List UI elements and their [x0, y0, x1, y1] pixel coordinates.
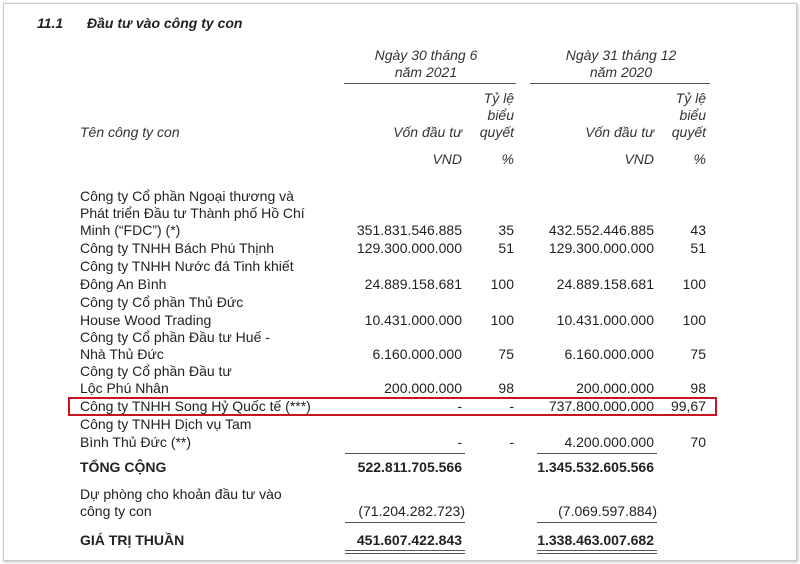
row-name-line: Công ty Cổ phần Ngoại thương và: [80, 188, 294, 204]
row-pct2020: 75: [690, 346, 706, 362]
row-name-line: Công ty Cổ phần Thủ Đức: [80, 294, 244, 310]
unit-pct-1: %: [501, 151, 514, 167]
row-inv2021: 10.431.000.000: [364, 312, 462, 328]
ratio2-line3: quyết: [671, 124, 706, 140]
row-inv2021: 24.889.158.681: [364, 276, 462, 292]
ratio1-line3: quyết: [479, 124, 514, 140]
total-inv2021: 522.811.705.566: [357, 459, 462, 475]
row-name-line: Bình Thủ Đức (**): [80, 434, 192, 450]
unit-vnd-1: VND: [432, 151, 462, 167]
net-double-line-2021-a: [345, 550, 465, 551]
row-name-line: Lộc Phú Nhân: [80, 380, 169, 396]
net-double-line-2020-b: [537, 553, 657, 554]
row-name-line: Công ty Cổ phần Đầu tư Huế -: [80, 329, 270, 345]
row-inv2021: 129.300.000.000: [356, 240, 462, 256]
row-pct2020: 43: [690, 222, 706, 238]
provision-inv2021: (71.204.282.723): [358, 503, 465, 519]
row-pct2021: 51: [498, 240, 514, 256]
row-name-line: Minh (“FDC”) (*): [80, 222, 181, 238]
row-inv2020: 129.300.000.000: [548, 240, 654, 256]
row-name-line: Nhà Thủ Đức: [80, 346, 164, 362]
row-pct2020: 51: [690, 240, 706, 256]
row-name-line: Đông An Bình: [80, 276, 167, 292]
period1-line1: Ngày 30 tháng 6: [374, 47, 478, 63]
row-name-line: Công ty Cổ phần Đầu tư: [80, 363, 232, 379]
period1-underline: [344, 83, 516, 84]
row-name-line: Công ty TNHH Song Hỷ Quốc tế (***): [80, 398, 311, 414]
row-inv2020: 6.160.000.000: [564, 346, 654, 362]
period2-line2: năm 2020: [589, 64, 653, 80]
provision-name-line: Dự phòng cho khoản đầu tư vào: [80, 486, 282, 502]
net-double-line-2021-b: [345, 553, 465, 554]
row-pct2021: -: [509, 398, 514, 414]
row-name-line: Công ty TNHH Nước đá Tinh khiết: [80, 258, 294, 274]
row-pct2021: 35: [498, 222, 514, 238]
row-name-line: Công ty TNHH Dịch vụ Tam: [80, 416, 252, 432]
ratio1-line2: biểu: [487, 107, 514, 123]
provision-name-line: công ty con: [80, 503, 152, 519]
subtotal-line-2020: [537, 453, 657, 454]
unit-pct-2: %: [693, 151, 706, 167]
investment1-header: Vốn đầu tư: [393, 124, 462, 140]
section-title: Đầu tư vào công ty con: [87, 15, 243, 31]
row-name-line: House Wood Trading: [80, 312, 212, 328]
row-pct2020: 98: [690, 380, 706, 396]
row-pct2021: 98: [498, 380, 514, 396]
total-label: TỔNG CỘNG: [80, 459, 167, 475]
ratio1-line1: Tỷ lệ: [483, 90, 514, 106]
net-inv2021: 451.607.422.843: [356, 532, 462, 548]
row-inv2020: 432.552.446.885: [548, 222, 654, 238]
total-inv2020: 1.345.532.605.566: [537, 459, 654, 475]
row-name-line: Công ty TNHH Bách Phú Thịnh: [80, 240, 275, 256]
ratio2-line2: biểu: [679, 107, 706, 123]
section-number: 11.1: [37, 15, 64, 31]
subtotal-line-2021: [345, 453, 465, 454]
row-pct2021: 100: [490, 312, 514, 328]
row-inv2020: 4.200.000.000: [564, 434, 654, 450]
row-inv2020: 200.000.000: [576, 380, 654, 396]
row-inv2021: -: [457, 434, 462, 450]
investment2-header: Vốn đầu tư: [585, 124, 654, 140]
row-inv2021: -: [457, 398, 462, 414]
provision-inv2020: (7.069.597.884): [558, 503, 657, 519]
row-pct2021: -: [509, 434, 514, 450]
row-inv2020: 10.431.000.000: [556, 312, 654, 328]
row-inv2021: 200.000.000: [384, 380, 462, 396]
net-line-2021: [345, 522, 465, 523]
row-pct2020: 70: [690, 434, 706, 450]
net-line-2020: [537, 522, 657, 523]
row-inv2021: 6.160.000.000: [372, 346, 462, 362]
company-column-header: Tên công ty con: [80, 124, 180, 140]
row-inv2021: 351.831.546.885: [356, 222, 462, 238]
period2-line1: Ngày 31 tháng 12: [565, 47, 677, 63]
row-pct2020: 100: [682, 312, 706, 328]
net-label: GIÁ TRỊ THUẦN: [80, 532, 185, 548]
period1-line2: năm 2021: [394, 64, 458, 80]
unit-vnd-2: VND: [624, 151, 654, 167]
net-double-line-2020-a: [537, 550, 657, 551]
ratio2-line1: Tỷ lệ: [675, 90, 706, 106]
row-name-line: Phát triển Đầu tư Thành phố Hồ Chí: [80, 205, 305, 221]
row-inv2020: 24.889.158.681: [556, 276, 654, 292]
row-pct2020: 100: [682, 276, 706, 292]
row-pct2021: 75: [498, 346, 514, 362]
row-pct2020: 99,67: [670, 398, 706, 414]
period2-underline: [530, 83, 710, 84]
net-inv2020: 1.338.463.007.682: [537, 532, 654, 548]
row-pct2021: 100: [490, 276, 514, 292]
row-inv2020: 737.800.000.000: [548, 398, 654, 414]
